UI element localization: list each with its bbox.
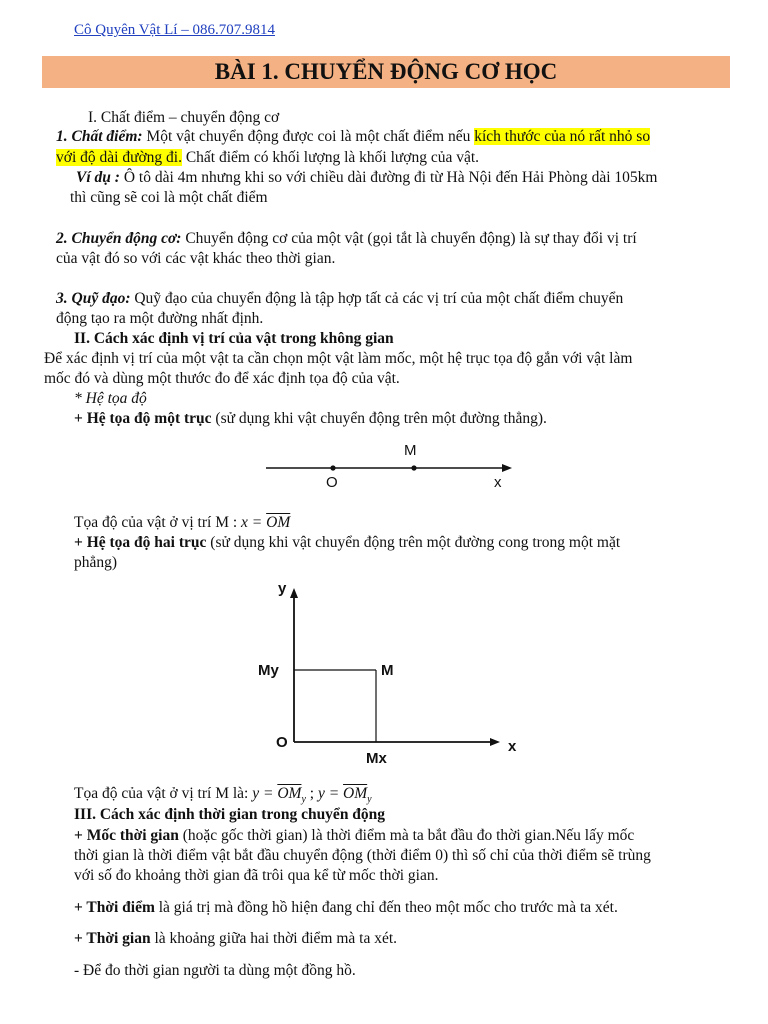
one-axis-label: + Hệ tọa độ một trục bbox=[74, 410, 212, 427]
highlight-text: với độ dài đường đi. bbox=[56, 149, 182, 166]
two-axis-paragraph: + Hệ tọa độ hai trục (sử dụng khi vật chuyển động trên một đường cong trong một mặt bbox=[74, 534, 621, 551]
thoi-gian-label: + Thời gian bbox=[74, 930, 151, 947]
section-1-heading: I. Chất điểm – chuyển động cơ bbox=[88, 109, 280, 126]
point-m-label: M bbox=[381, 662, 394, 679]
point-m-label: M bbox=[404, 442, 417, 459]
quy-dao-label: 3. Quỹ đạo: bbox=[56, 290, 131, 307]
header-contact-link[interactable]: Cô Quyên Vật Lí – 086.707.9814 bbox=[74, 22, 275, 38]
y-axis-arrow bbox=[290, 588, 298, 598]
chat-diem-paragraph-line2: với độ dài đường đi. Chất điểm có khối lượng là khối lượng của vật. bbox=[56, 149, 480, 166]
vector-om: $\overline{OM}$ bbox=[266, 514, 291, 531]
highlight-text: kích thước của nó rất nhỏ so bbox=[474, 128, 651, 145]
section-3-heading: III. Cách xác định thời gian trong chuyển động bbox=[74, 806, 386, 823]
page-title: BÀI 1. CHUYỂN ĐỘNG CƠ HỌC bbox=[214, 59, 558, 84]
chat-diem-paragraph: 1. Chất điểm: Một vật chuyển động được coi là một chất điểm nếu kích thước của nó rất nhỏ so bbox=[56, 128, 651, 145]
example-paragraph: Ví dụ : Ô tô dài 4m nhưng khi so với chiều dài đường đi từ Hà Nội đến Hải Phòng dài 105km bbox=[76, 169, 658, 186]
example-label: Ví dụ : bbox=[76, 169, 120, 186]
section-2-heading: II. Cách xác định vị trí của vật trong không gian bbox=[74, 330, 394, 347]
position-1-text: Tọa độ của vật ở vị trí M : $x = \overline{OM}$ bbox=[74, 514, 291, 531]
x-axis-label: x bbox=[494, 474, 502, 491]
origin-point bbox=[330, 465, 335, 470]
x-axis-label: x bbox=[508, 738, 517, 755]
section-2-text: Để xác định vị trí của một vật ta cần chọn một vật làm mốc, một hệ trục tọa độ gắn với vật làm bbox=[44, 350, 633, 367]
measure-time-text: - Để đo thời gian người ta dùng một đồng hồ. bbox=[74, 962, 356, 979]
one-axis-diagram bbox=[260, 440, 520, 492]
my-label: My bbox=[258, 662, 279, 679]
vector-om: $\overline{OM}$ bbox=[277, 785, 302, 802]
point-m bbox=[411, 465, 416, 470]
y-axis-label: y bbox=[278, 580, 287, 597]
two-axis-diagram bbox=[280, 578, 510, 758]
thoi-diem-label: + Thời điểm bbox=[74, 899, 155, 916]
mx-label: Mx bbox=[366, 750, 387, 767]
thoi-diem-paragraph: + Thời điểm là giá trị mà đồng hồ hiện đang chỉ đến theo một mốc cho trước mà ta xét. bbox=[74, 899, 618, 916]
two-axis-label: + Hệ tọa độ hai trục bbox=[74, 534, 207, 551]
moc-thoi-gian-label: + Mốc thời gian bbox=[74, 827, 179, 844]
vector-om: $\overline{OM}$ bbox=[343, 785, 368, 802]
chuyen-dong-co-paragraph: 2. Chuyển động cơ: Chuyển động cơ của một vật (gọi tắt là chuyển động) là sự thay đổi vị trí bbox=[56, 230, 637, 247]
position-2-text: Tọa độ của vật ở vị trí M là: $y = \overline{OM}_y$ ; $y = \overline{OM}_y$ bbox=[74, 785, 372, 806]
origin-label: O bbox=[326, 474, 338, 491]
chat-diem-label: 1. Chất điểm: bbox=[56, 128, 143, 145]
moc-thoi-gian-line2: thời gian là thời điểm vật bắt đầu chuyển động (thời điểm 0) thì số chỉ của thời điểm sẽ trùng bbox=[74, 847, 651, 864]
x-axis-arrow bbox=[490, 738, 500, 746]
thoi-gian-paragraph: + Thời gian là khoảng giữa hai thời điểm mà ta xét. bbox=[74, 930, 398, 947]
origin-label: O bbox=[276, 734, 288, 751]
example-paragraph-line2: thì cũng sẽ coi là một chất điểm bbox=[70, 189, 268, 206]
chuyen-dong-co-paragraph-line2: của vật đó so với các vật khác theo thời gian. bbox=[56, 250, 336, 267]
two-axis-paragraph-line2: phẳng) bbox=[74, 554, 118, 571]
moc-thoi-gian-paragraph: + Mốc thời gian (hoặc gốc thời gian) là thời điểm mà ta bắt đầu đo thời gian.Nếu lấy mốc bbox=[74, 827, 635, 844]
x-axis-arrow bbox=[502, 464, 512, 472]
chuyen-dong-co-label: 2. Chuyển động cơ: bbox=[56, 230, 182, 247]
section-2-text-line2: mốc đó và dùng một thước đo để xác định tọa độ của vật. bbox=[44, 370, 400, 387]
one-axis-paragraph: + Hệ tọa độ một trục (sử dụng khi vật chuyển động trên một đường thẳng). bbox=[74, 410, 547, 427]
moc-thoi-gian-line3: với số đo khoảng thời gian đã trôi qua kể từ mốc thời gian. bbox=[74, 867, 439, 884]
coordinate-system-heading: * Hệ tọa độ bbox=[74, 390, 147, 407]
quy-dao-paragraph: 3. Quỹ đạo: Quỹ đạo của chuyển động là tập hợp tất cả các vị trí của một chất điểm chuyển bbox=[56, 290, 624, 307]
quy-dao-paragraph-line2: động tạo ra một đường nhất định. bbox=[56, 310, 264, 327]
